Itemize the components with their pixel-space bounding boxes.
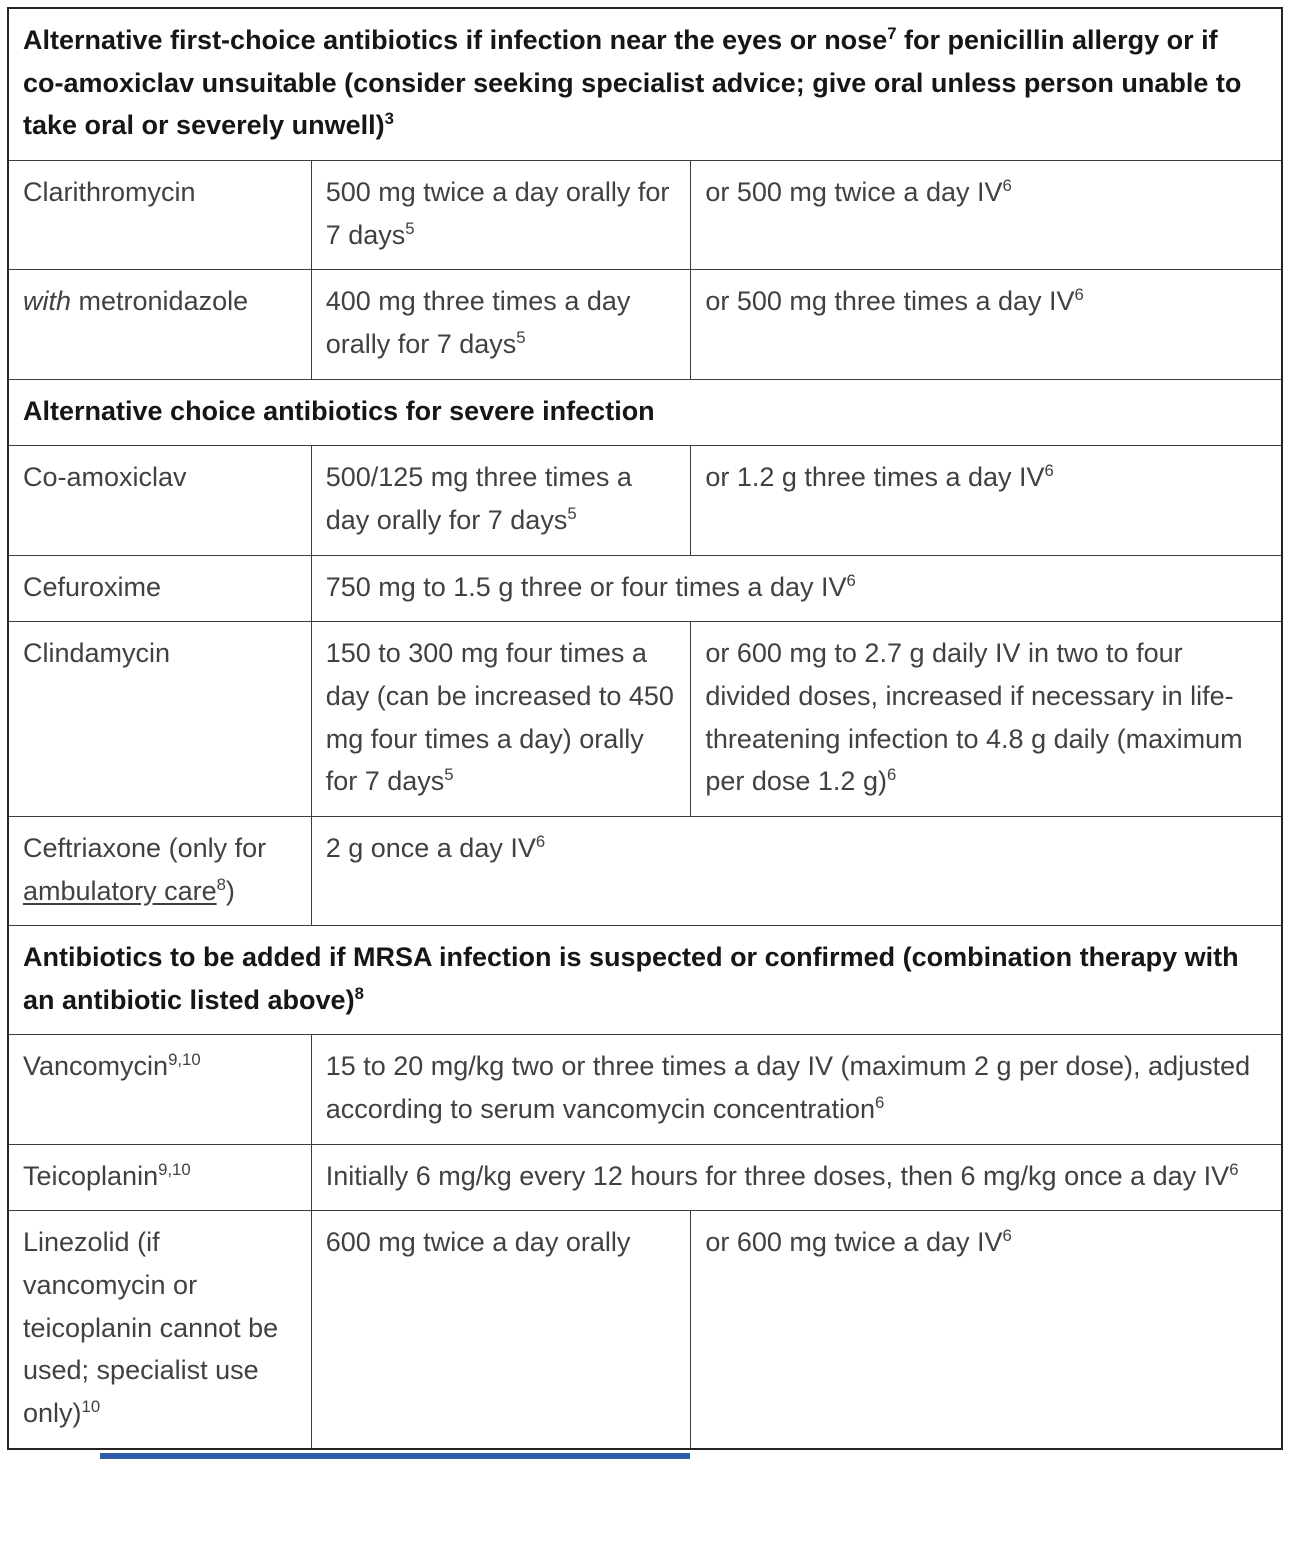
section-mrsa-text [8,926,1282,1035]
cell-text: for penicillin allergy or if co-amoxiclav unsuitable (consider seeking specialist advice; give oral unless person unable to take oral or severely unwell) [23,25,1242,141]
footnote-reference: 6 [1074,285,1084,305]
footnote-reference: 5 [444,765,454,785]
section-severe-infection-text [8,379,1282,446]
cell-text: or 600 mg to 2.7 g daily IV in two to four divided doses, increased if necessary in life-threatening infection to 4.8 g daily (maximum per dose 1.2 g) [705,638,1243,797]
clarithromycin-oral-dose-cell [311,160,691,269]
cell-text: Cefuroxime [23,571,162,602]
row-clindamycin [8,622,1282,817]
footnote-reference: 5 [567,503,577,523]
cropped-element-below-table [100,1453,690,1459]
footnote-reference: 6 [1044,461,1054,481]
row-metronidazole [8,270,1282,379]
metronidazole-drug-cell [8,270,311,379]
cell-text: Clarithromycin [23,176,196,207]
footnote-reference: 6 [846,570,856,590]
cell-text: metronidazole [71,286,249,317]
cell-text: Alternative choice antibiotics for severe infection [23,395,655,426]
row-clarithromycin [8,160,1282,269]
cell-text: Linezolid (if vancomycin or teicoplanin cannot be used; specialist use only) [23,1227,279,1429]
clindamycin-drug-cell [8,622,311,817]
footnote-reference: 6 [1002,1226,1012,1246]
teicoplanin-drug-cell [8,1144,311,1211]
cell-text: Co-amoxiclav [23,462,187,493]
row-cefuroxime [8,555,1282,622]
footnote-reference: 3 [384,109,394,129]
section-alt-first-choice [8,8,1282,160]
cell-text: 2 g once a day IV [325,832,536,863]
metronidazole-oral-dose-cell [311,270,691,379]
linezolid-oral-dose-cell [311,1211,691,1449]
cell-text: Initially 6 mg/kg every 12 hours for three doses, then 6 mg/kg once a day IV [325,1160,1230,1191]
co-amoxiclav-iv-dose-cell [691,446,1282,555]
cell-text: 15 to 20 mg/kg two or three times a day IV (maximum 2 g per dose), adjusted according to serum vancomycin concentration [325,1051,1251,1125]
co-amoxiclav-oral-dose-cell [311,446,691,555]
cell-text: 600 mg twice a day orally [325,1227,631,1258]
teicoplanin-dose-cell [311,1144,1282,1211]
clarithromycin-iv-dose-cell [691,160,1282,269]
section-alt-first-choice-text [8,8,1282,160]
italic-text: with [23,286,72,317]
cell-text: Ceftriaxone (only for [23,832,267,863]
footnote-reference: 6 [535,831,546,851]
section-mrsa [8,926,1282,1035]
row-linezolid [8,1211,1282,1449]
metronidazole-iv-dose-cell [691,270,1282,379]
footnote-reference: 8 [216,874,226,894]
footnote-reference: 6 [874,1093,885,1113]
cell-text: or 500 mg three times a day IV [705,286,1075,317]
footnote-reference: 6 [886,765,897,785]
clindamycin-iv-dose-cell [691,622,1282,817]
cell-text: 750 mg to 1.5 g three or four times a day IV [325,571,847,602]
antibiotics-dosage-table [7,7,1283,1450]
vancomycin-drug-cell [8,1035,311,1144]
antibiotics-table-body [8,8,1282,1449]
footnote-reference: 6 [1229,1159,1239,1179]
section-severe-infection [8,379,1282,446]
cell-text: or 500 mg twice a day IV [705,176,1003,207]
cell-text: Clindamycin [23,638,171,669]
cell-text: ) [225,875,235,906]
ceftriaxone-dose-cell [311,816,1282,925]
clindamycin-oral-dose-cell [311,622,691,817]
footnote-reference: 9,10 [168,1050,201,1070]
cell-text: Alternative first-choice antibiotics if infection near the eyes or nose [23,25,888,55]
footnote-reference: 7 [887,24,897,43]
row-ceftriaxone [8,816,1282,925]
cell-text: or 600 mg twice a day IV [705,1227,1003,1258]
vancomycin-dose-cell [311,1035,1282,1144]
cefuroxime-dose-cell [311,555,1282,622]
footnote-reference: 5 [405,218,415,238]
cefuroxime-drug-cell [8,555,311,622]
linezolid-iv-dose-cell [691,1211,1282,1449]
cell-text: Antibiotics to be added if MRSA infection is suspected or confirmed (combination therapy with an antibiotic listed above) [23,942,1239,1015]
linezolid-drug-cell [8,1211,311,1449]
cell-text: 500 mg twice a day orally for 7 days [325,176,670,250]
row-co-amoxiclav [8,446,1282,555]
footnote-reference: 10 [81,1397,101,1417]
ceftriaxone-drug-cell [8,816,311,925]
footnote-reference: 9,10 [158,1159,191,1179]
footnote-reference: 6 [1002,175,1012,195]
ambulatory-care-link[interactable]: ambulatory care [23,875,217,906]
row-vancomycin [8,1035,1282,1144]
cell-text: 400 mg three times a day orally for 7 days [325,286,631,359]
co-amoxiclav-drug-cell [8,446,311,555]
cell-text: Vancomycin [23,1051,169,1082]
cell-text: Teicoplanin [23,1160,159,1191]
cell-text: 150 to 300 mg four times a day (can be increased to 450 mg four times a day) orally for 7 days [325,638,674,797]
footnote-reference: 5 [516,327,526,347]
cell-text: 500/125 mg three times a day orally for 7 days [325,462,632,535]
footnote-reference: 8 [354,983,364,1003]
row-teicoplanin [8,1144,1282,1211]
clarithromycin-drug-cell [8,160,311,269]
cell-text: or 1.2 g three times a day IV [705,462,1045,493]
